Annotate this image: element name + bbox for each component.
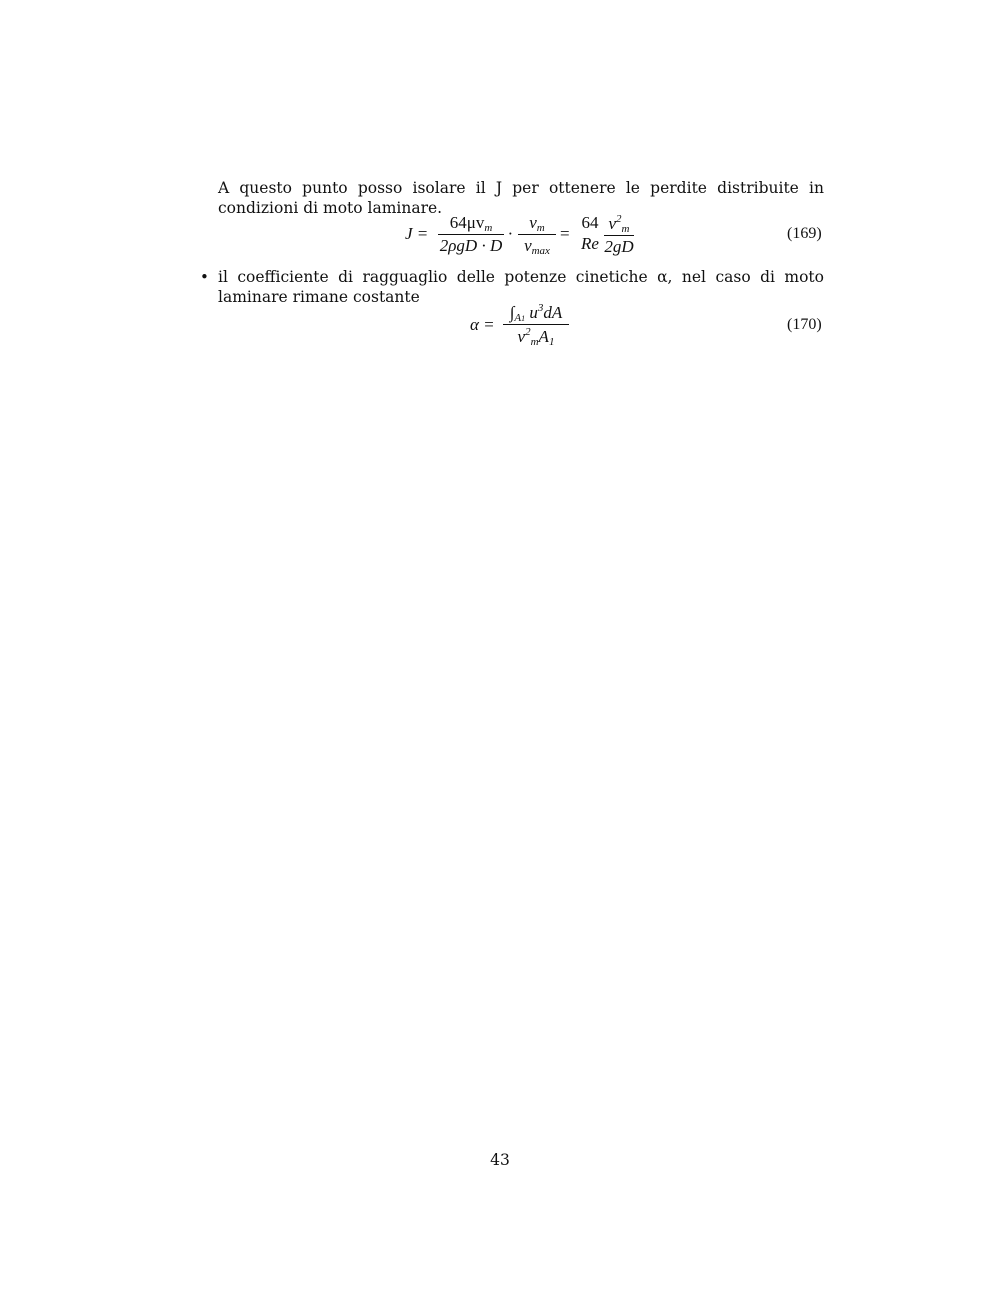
eq169-fraction-1: $64\mu v_m$ 2ρgD · D	[439, 213, 503, 255]
page-number: 43	[490, 1151, 510, 1169]
eq170-lhs: α =	[470, 315, 495, 334]
eq169-number: (169)	[787, 225, 822, 242]
eq169-fraction-4: $\frac{v^2_m}{2gD}$	[604, 213, 634, 256]
eq169-equals: =	[560, 224, 570, 243]
eq169-lhs: J =	[405, 224, 429, 243]
eq169-dot: ·	[508, 224, 513, 243]
eq169-fraction-3: 64 Re	[581, 213, 599, 253]
eq170-number: (170)	[787, 316, 822, 333]
bullet-item-text: il coefficiente di ragguaglio delle potenze cinetiche α, nel caso di moto laminare rimane costante	[218, 268, 824, 306]
eq169-fraction-2: $v_m$ $v_{max}$	[518, 213, 556, 257]
eq170-fraction: $\frac{\int_{A1} u^3dA}{v^2_mA_1}$	[503, 302, 569, 348]
paragraph-intro: A questo punto posso isolare il J per ottenere le perdite distribuite in condizioni di moto laminare.	[218, 179, 824, 217]
bullet-marker: •	[200, 268, 209, 286]
